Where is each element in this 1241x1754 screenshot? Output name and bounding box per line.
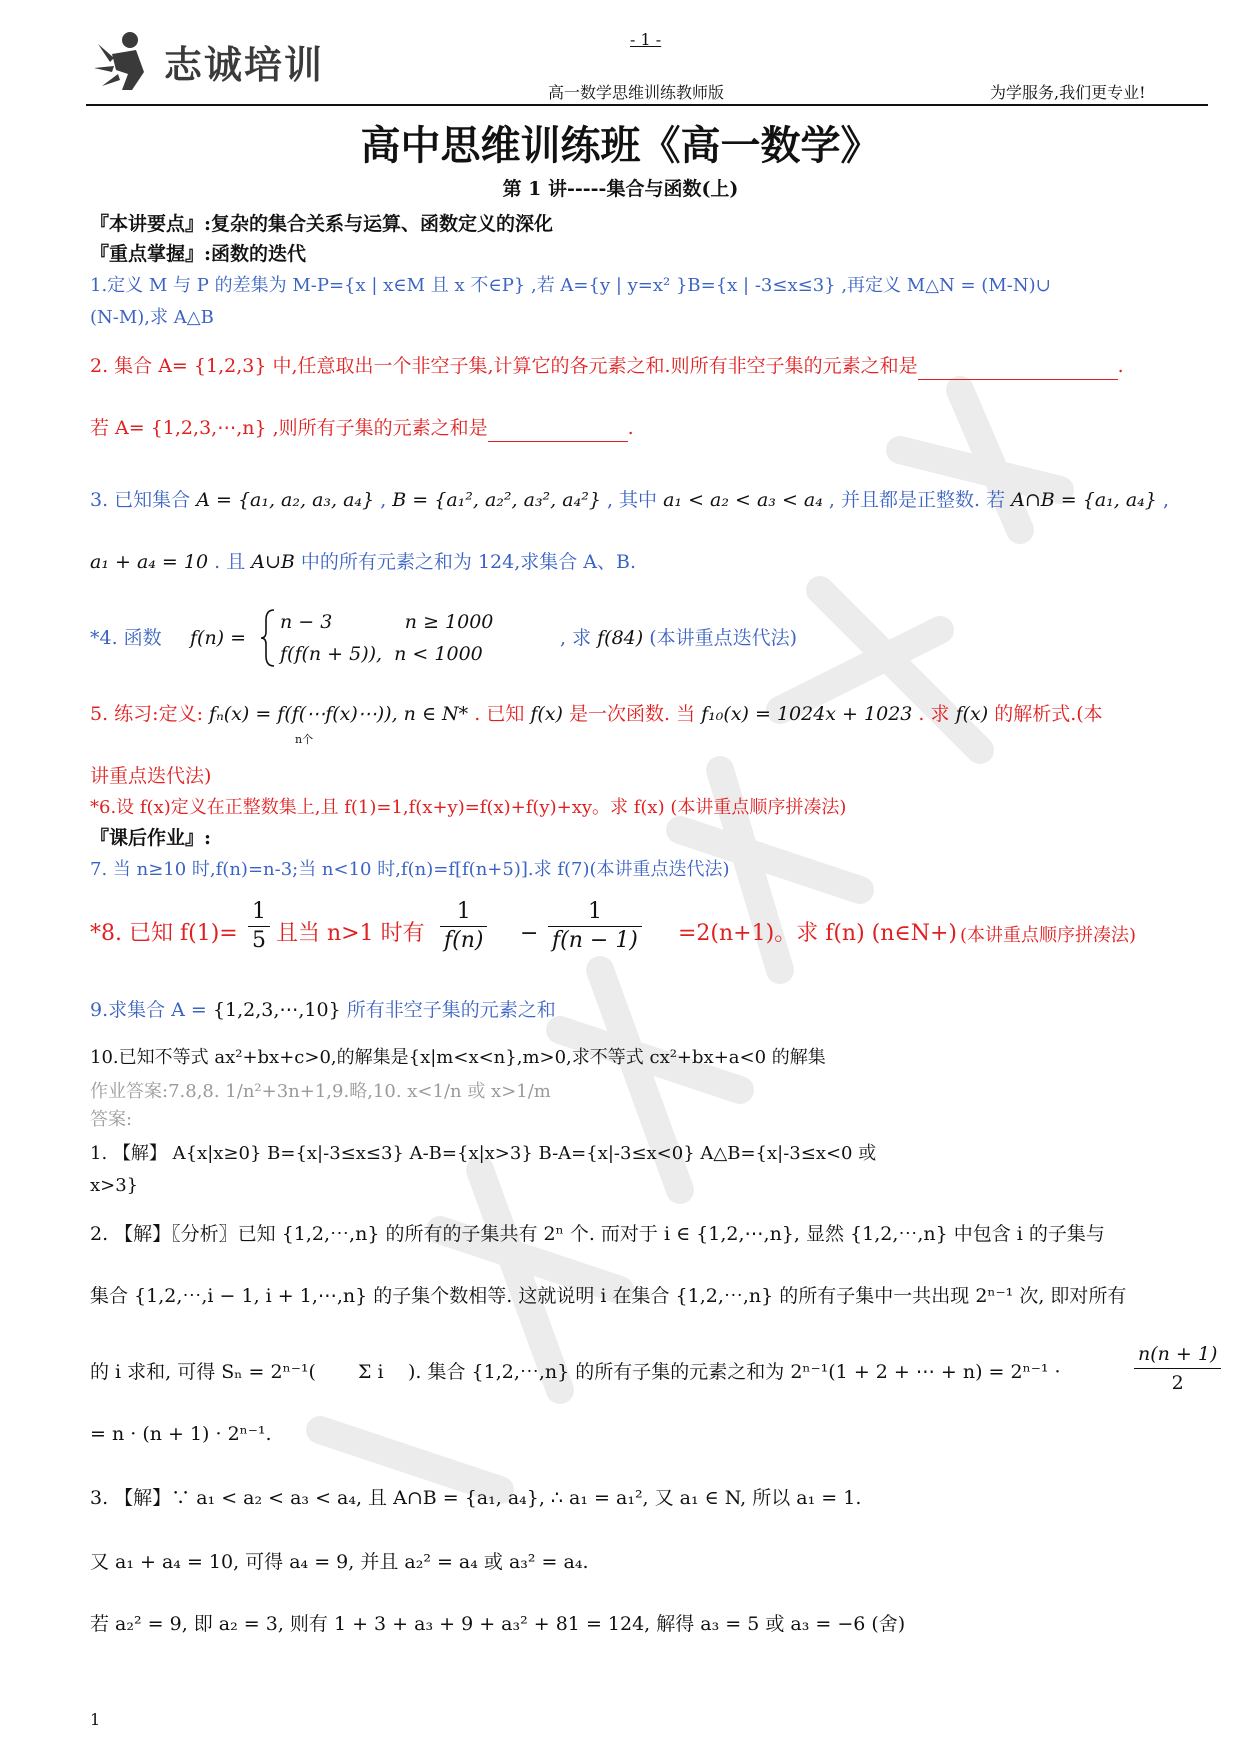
homework-answers: 作业答案:7.8,8. 1/n²+3n+1,9.略,10. x<1/n 或 x>1/m: [90, 1081, 551, 1102]
header-subtitle: 高一数学思维训练教师版: [548, 83, 725, 102]
problem-8: [90, 898, 1210, 970]
lecture-title: 第 1 讲-----集合与函数(上): [502, 178, 739, 200]
answer-3-line-3: 若 a₂² = 9, 即 a₂ = 3, 则有 1 + 3 + a₃ + 9 + a₃² + 81 = 124, 解得 a₃ = 5 或 a₃ = −6 (舍): [90, 1613, 906, 1635]
problem-9-set: {1,2,3,⋯,10}: [212, 999, 341, 1021]
problem-7: 7. 当 n≥10 时,f(n)=n-3;当 n<10 时,f(n)=f[f(n+5)].求 f(7)(本讲重点迭代法): [90, 859, 730, 880]
answer-3-line-1: 3. 【解】∵ a₁ < a₂ < a₃ < a₄, 且 A∩B = {a₁, a₄}, ∴ a₁ = a₁², 又 a₁ ∈ N, 所以 a₁ = 1.: [90, 1487, 862, 1509]
problem-5-n-times: n个: [295, 733, 314, 746]
brace-icon: [260, 608, 276, 668]
problem-3-text-b: , 其中: [606, 489, 658, 511]
problem-2-end: .: [1117, 355, 1124, 377]
answer-2-line-2: 集合 {1,2,⋯,i − 1, i + 1,⋯,n} 的子集个数相等. 这就说明 i 在集合 {1,2,⋯,n} 的所有子集中一共出现 2ⁿ⁻¹ 次, 即对所有: [90, 1285, 1127, 1307]
problem-1-line-1: 1.定义 M 与 P 的差集为 M-P={x | x∈M 且 x 不∈P} ,若 A={y | y=x² }B={x | -3≤x≤3} ,再定义 M△N = (M-N)∪: [90, 275, 1051, 296]
page-title: 高中思维训练班《高一数学》: [360, 122, 881, 169]
problem-5-line-1: 5. 练习:定义: fₙ(x) = f(f(⋯f(x)⋯)), n ∈ N* n个 . 已知 f(x) 是一次函数. 当 f₁₀(x) = 1024x + 1023 . 求 f(x) 的解析式.(本: [90, 700, 1210, 728]
problem-3-order: a₁ < a₂ < a₃ < a₄: [663, 489, 823, 511]
problem-6: *6.设 f(x)定义在正整数集上,且 f(1)=1,f(x+y)=f(x)+f(y)+xy。求 f(x) (本讲重点顺序拼凑法): [90, 797, 847, 818]
problem-2-line-1: [90, 352, 1210, 380]
focus-label: 『重点掌握』: [90, 243, 205, 265]
problem-2b-text: 若 A= {1,2,3,⋯,n} ,则所有子集的元素之和是: [90, 417, 488, 439]
problem-3-line-1: [90, 486, 1210, 514]
problem-3-union: A∪B: [251, 551, 295, 573]
fraction-1-over-fn: $\frac{1}{f(n)}$: [440, 898, 487, 955]
answer-2-line-4: = n · (n + 1) · 2ⁿ⁻¹.: [90, 1423, 272, 1445]
key-points-text: :复杂的集合关系与运算、函数定义的深化: [204, 213, 554, 235]
answer-1-line-1: 1. 【解】 A{x|x≥0} B={x|-3≤x≤3} A-B={x|x>3} B-A={x|-3≤x<0} A△B={x|-3≤x<0 或: [90, 1143, 877, 1164]
problem-8-text-d: (本讲重点顺序拼凑法): [960, 925, 1137, 946]
answers-label: 答案:: [90, 1109, 133, 1130]
summation: Σ i: [358, 1361, 384, 1383]
page-number: - 1 -: [630, 30, 662, 49]
problem-4-function: f(n) =: [190, 627, 247, 649]
problem-10: 10.已知不等式 ax²+bx+c>0,的解集是{x|m<x<n},m>0,求不等式 cx²+bx+a<0 的解集: [90, 1047, 826, 1068]
problem-2b-end: .: [627, 417, 634, 439]
problem-4-case-2: f(f(n + 5)), n < 1000: [280, 643, 483, 665]
problem-3-comma: ,: [380, 489, 387, 511]
answer-blank-1: [918, 379, 1118, 380]
problem-1-line-2: (N-M),求 A△B: [90, 307, 214, 328]
problem-5-iter-def: fₙ(x) = f(f(⋯f(x)⋯)), n ∈ N* n个: [209, 700, 468, 728]
key-points: [90, 210, 1210, 238]
problem-9: 9.求集合 A = {1,2,3,⋯,10} 所有非空子集的元素之和: [90, 999, 556, 1021]
focus-text: :函数的迭代: [204, 243, 307, 265]
problem-3-set-b: B = {a₁², a₂², a₃², a₄²}: [392, 489, 601, 511]
answer-3-line-2: 又 a₁ + a₄ = 10, 可得 a₄ = 9, 并且 a₂² = a₄ 或 a₃² = a₄.: [90, 1551, 589, 1573]
answer-2-line-3: 的 i 求和, 可得 Sₙ = 2ⁿ⁻¹( Σ i ). 集合 {1,2,⋯,n} 的所有子集的元素之和为 2ⁿ⁻¹(1 + 2 + ⋯ + n) = 2ⁿ⁻¹ · $\frac{n(n + 1)}{2}$: [90, 1340, 1210, 1404]
footer-page-number: 1: [90, 1710, 101, 1729]
problem-5-line-2: 讲重点迭代法): [90, 765, 212, 787]
logo-text: 志诚培训: [164, 43, 325, 87]
problem-2-text: 2. 集合 A= {1,2,3} 中,任意取出一个非空子集,计算它的各元素之和.则所有非空子集的元素之和是: [90, 355, 918, 377]
problem-4-label: *4. 函数: [90, 627, 162, 649]
problem-8-text-c: =2(n+1)。求 f(n) (n∈N+): [678, 921, 957, 946]
answer-2-line-1: 2. 【解】〖分析〗已知 {1,2,⋯,n} 的所有的子集共有 2ⁿ 个. 而对于 i ∈ {1,2,⋯,n}, 显然 {1,2,⋯,n} 中包含 i 的子集与: [90, 1223, 1105, 1245]
answer-1-line-2: x>3}: [90, 1175, 139, 1196]
problem-3-text-e: 中的所有元素之和为 124,求集合 A、B.: [300, 551, 637, 573]
focus-points: [90, 240, 1210, 268]
fraction-n-n-plus-1-over-2: $\frac{n(n + 1)}{2}$: [1134, 1340, 1221, 1397]
problem-3-sum: a₁ + a₄ = 10: [90, 551, 209, 573]
problem-4: [90, 608, 1210, 668]
problem-8-text-b: 且当 n>1 时有: [276, 921, 425, 946]
problem-5-condition: f₁₀(x) = 1024x + 1023: [701, 703, 913, 725]
problem-3-line-2: [90, 548, 1210, 576]
problem-3-intersection: A∩B = {a₁, a₄}: [1011, 489, 1157, 511]
problem-2-line-2: [90, 414, 1210, 442]
problem-3-text-c: , 并且都是正整数. 若: [828, 489, 1006, 511]
minus-sign: −: [520, 921, 539, 946]
problem-3-comma-2: ,: [1162, 489, 1169, 511]
problem-5-text-a: 5. 练习:定义:: [90, 703, 203, 725]
homework-label: 『课后作业』:: [90, 827, 212, 849]
problem-4-target: f(84): [597, 627, 644, 649]
problem-8-text-a: *8. 已知 f(1)=: [90, 921, 238, 946]
answer-blank-2: [488, 441, 628, 442]
header-divider: [86, 104, 1208, 106]
logo-figure-icon: [92, 24, 156, 94]
fraction-one-fifth: $\frac{1}{5}$: [248, 898, 270, 955]
header-slogan: 为学服务,我们更专业!: [990, 83, 1146, 102]
key-points-label: 『本讲要点』: [90, 213, 205, 235]
problem-4-case-1: n − 3 n ≥ 1000: [280, 611, 494, 633]
problem-3-set-a: A = {a₁, a₂, a₃, a₄}: [196, 489, 375, 511]
problem-3-text-d: . 且: [214, 551, 246, 573]
problem-4-tail: , 求 f(84) (本讲重点迭代法): [560, 627, 798, 649]
fraction-1-over-fn-1: $\frac{1}{f(n - 1)}$: [548, 898, 642, 955]
logo: [92, 24, 332, 94]
problem-3-text-a: 3. 已知集合: [90, 489, 191, 511]
